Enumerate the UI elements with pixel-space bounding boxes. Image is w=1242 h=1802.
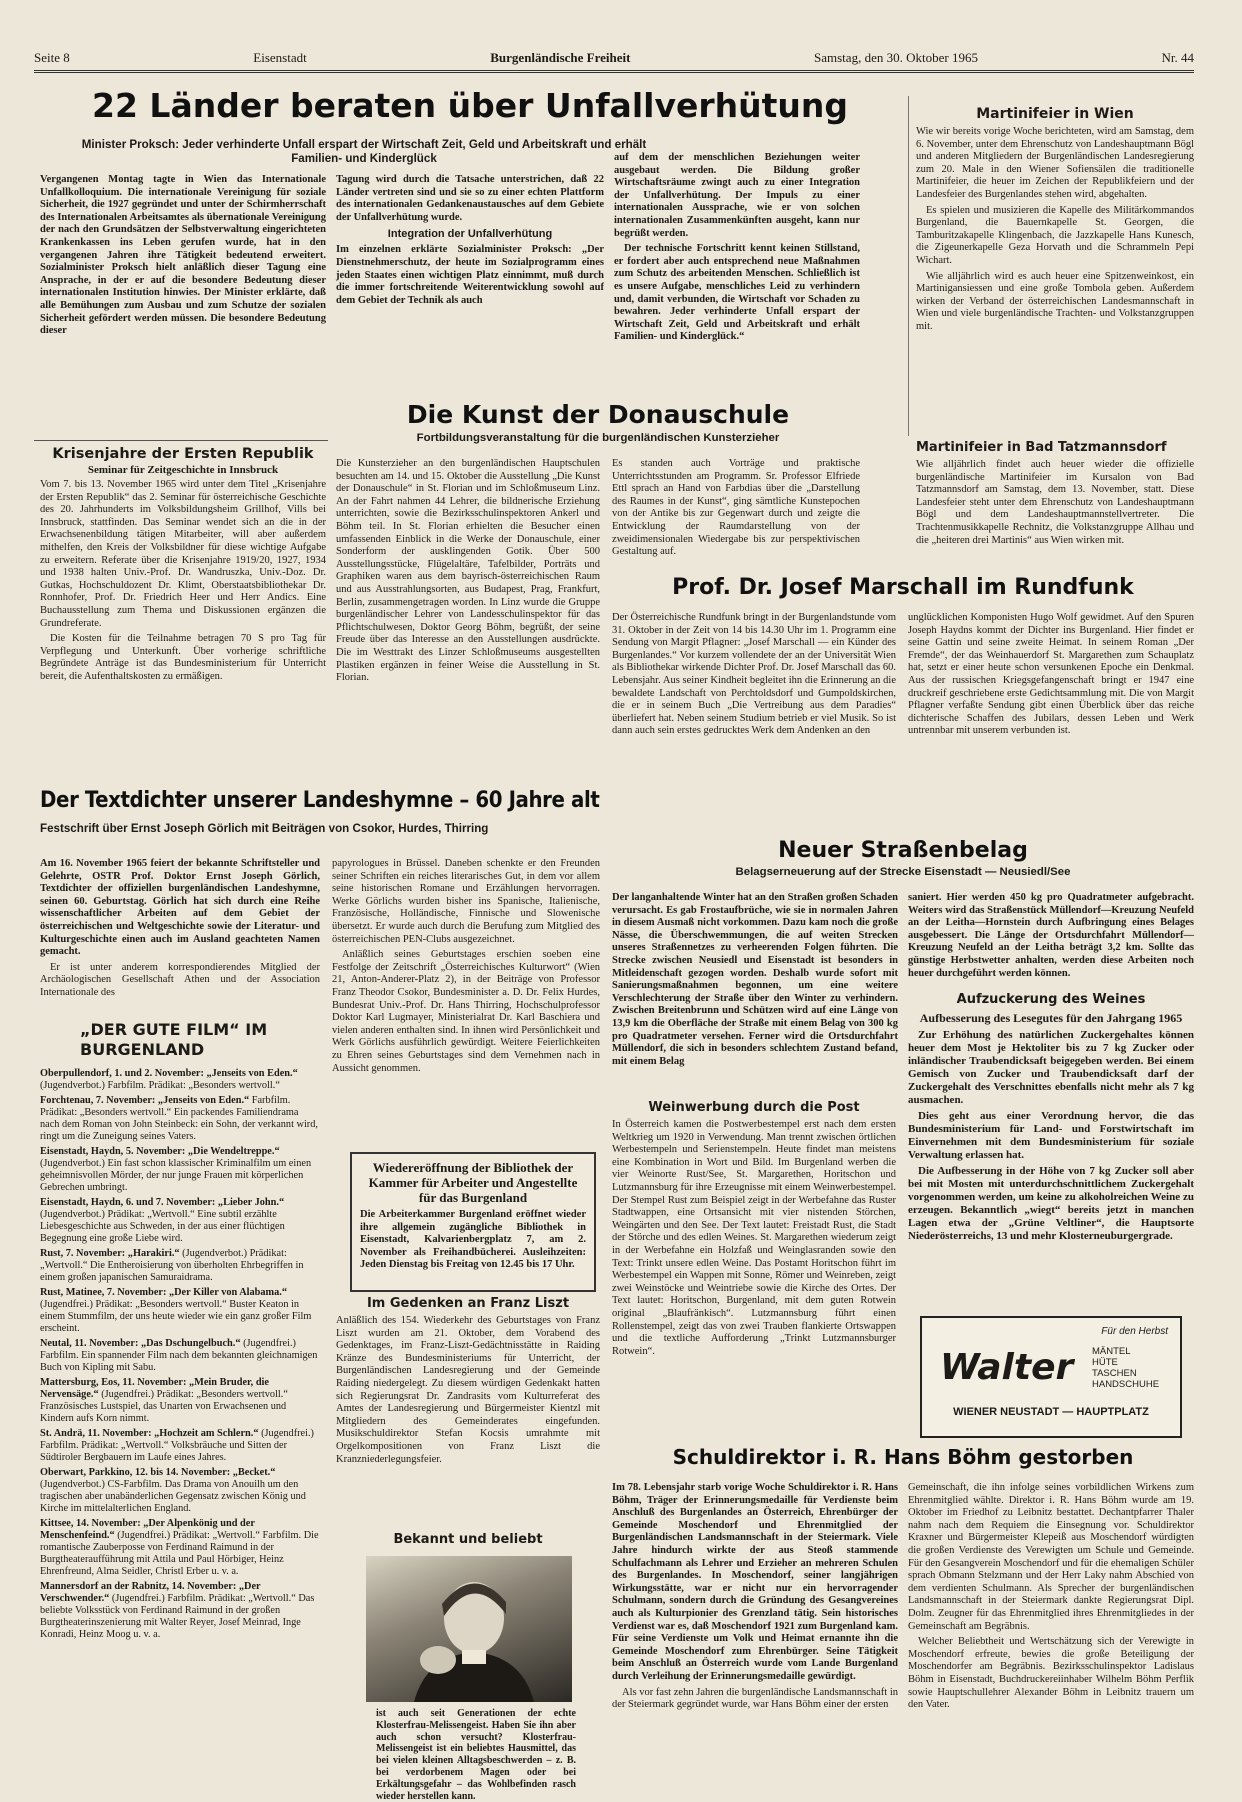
bibliothek-box bbox=[350, 1152, 596, 1292]
film-entry bbox=[40, 1518, 320, 1578]
film-entry-head: Mattersburg, Eos, 11. November: „Mein Bruder, die Nervensäge.“ bbox=[40, 1377, 269, 1400]
boehm-text-1b: Als vor fast zehn Jahren die burgenländische Landsmannschaft in der Steiermark gegründet wurde, war Hans Böhm einer der ersten bbox=[612, 1686, 898, 1711]
liszt-body: Anläßlich des 154. Wiederkehr des Geburtstages von Franz Liszt wurden am 21. Oktober, dem Vorabend des Gedenktages, im Franz-Liszt-Gedächtnisstätte in Raiding Kränze des Bundesministeriums für Unterricht, der Burgenländischen Landesregierung und der Gemeinde Raiding niedergelegt. Zu diesem würdigen Gedenkakt hatten sich Regierungsrat Dr. Zandrasits vom Kulturreferat des Amtes der Landesregierung und Bürgermeister Kientzl mit Mitgliedern des Gemeinderates eingefunden. Musikschuldirektor Stefan Kocsis umrahmte mit Orgelkompositionen von Franz Liszt die Kranzniederlegungsfeier. bbox=[336, 1315, 600, 1465]
walter-ad-tag: Für den Herbst bbox=[1101, 1326, 1168, 1337]
weinwerbung-body: In Österreich kamen die Postwerbestempel erst nach dem ersten Weltkrieg um 1920 in Verwendung. Man trennt zwischen örtlichen Werbestempeln und Serienstempeln. Heute findet man meistens eine Kombination in Wort und Bild. Im Burgenland werben die vier Weinorte Rust/See, St. Margarethen, Horitschon und Lutzmannsburg für ihre Erzeugnisse mit einem Weinwerbestempel. Der Stempel Rust zum Beispiel zeigt in der Werbefahne das Ruster Stadtwappen, eine Ortsansicht mit vier nistenden Störchen, Weingärten und den See. Der Text lautet: Freistadt Rust, die Stadt der Störche und des edlen Weines. St. Margarethen wiederum zeigt in der Werbefahne ein Holzfaß und Weinglasranden sowie den Text: Trinkt unsere edlen Weine. Das Postamt Horitschon führt im Werbestempel ein Wappen mit Sonne, Römer und Weinreben, zeigt zwei Weinstöcke und Weintriebe sowie die Kirche des Ortes. Der Text lautet: Horitschon, Burgenland, mit dem guten Rotwein original „Blaufränkisch“. Lutzmannsburg führt einen Rollenstempel, zeigt das von zwei Trauben flankierte Ortswappen und die textliche Aufforderung „Trinkt Lutzmannsburger Rotwein“. bbox=[612, 1119, 896, 1357]
film-entry bbox=[40, 1287, 320, 1335]
film-entry-body: (Jugendfrei.) Prädikat: „Wertvoll.“ Farbfilm. Die romantische Zauberposse von Ferdinand Raimund in der Burgtheateraufführung mit Attila und Paul Hörbiger, Heinz Ehrenfreund, Alma Seidler, Christl Erber u. v. a. bbox=[40, 1530, 319, 1577]
martini-wien-title: Martinifeier in Wien bbox=[976, 106, 1134, 122]
film-entry-head: Oberwart, Parkkino, 12. bis 14. November: „Becket.“ bbox=[40, 1467, 276, 1478]
donauschule-col-2 bbox=[612, 458, 860, 570]
lead-subtitle-block bbox=[74, 138, 654, 170]
krisenjahre-p1: Vom 7. bis 13. November 1965 wird unter dem Titel „Krisenjahre der Ersten Republik“ das 2. Seminar für österreichische Geschichte des 20. Jahrhunderts im Volksbildungsheim Grillhof, Vills bei Innsbruck, stattfinden. Das Seminar wendet sich an die in der Erwachsenenbildung tätigen Mitarbeiter, will aber außerdem mithelfen, den Kreis der Volksbildner für diese wichtige Aufgabe zu erweitern. Referate über die Krisenjahre 1919/20, 1927, 1934 und 1938 halten Univ.-Prof. Dr. Wandruszka, Univ.-Doz. Dr. Gutkas, Hochschuldozent Dr. Klimt, Oberstaatsbibliothekar Dr. Ronnhofer, Prof. Dr. Friedrich Heer und Herr Andics. Eine Buchausstellung zum Thema und Diskussionen ergänzen die Grundreferate. bbox=[40, 479, 326, 629]
film-entry bbox=[40, 1068, 320, 1092]
portrait-image bbox=[366, 1556, 572, 1702]
lead-text-2b: Im einzelnen erklärte Sozialminister Proksch: „Der Dienstnehmerschutz, der heute im Sozialprogramm eines jeden Staates einen wichtigen Platz einnimmt, muß durch die immer fortschreitende Weiterentwicklung sowohl auf dem Gebiet der Technik als auch bbox=[336, 244, 604, 306]
textdichter-text-1b: Er ist unter anderem korrespondierendes Mitglied der Archäologischen Gesellschaft Athen und der Association Internationale des bbox=[40, 961, 320, 998]
header-rule bbox=[34, 70, 1194, 73]
liszt-title: Im Gedenken an Franz Liszt bbox=[366, 1296, 570, 1311]
bibliothek-body: Die Arbeiterkammer Burgenland eröffnet wieder ihre allgemein zugängliche Bibliothek in Eisenstadt, Kalvarienbergplatz 7, am 2. November als Freihandbücherei. Ausleihzeiten: Jeden Dienstag bis Freitag von 12.45 bis 17 Uhr. bbox=[360, 1209, 586, 1271]
film-entry-body: (Jugendfrei.) Farbfilm. Prädikat: „Wertvoll.“ Das beliebte Volksstück von Ferdinand Raimund in der großen Burgtheaterinszenierung mit Walter Reyer, Josef Meinrad, Inge Konradi, Heinz Moog u. v. a. bbox=[40, 1593, 315, 1640]
lead-headline: 22 Länder beraten über Unfallverhütung bbox=[92, 86, 848, 125]
lead-subtitle: Minister Proksch: Jeder verhinderte Unfall erspart der Wirtschaft Zeit, Geld und Arbeitskraft und erhält Familien- und Kinderglück bbox=[81, 138, 647, 165]
header-paper-name: Burgenländische Freiheit bbox=[490, 50, 631, 65]
rule bbox=[34, 440, 328, 441]
film-entry-head: Oberpullendorf, 1. und 2. November: „Jenseits von Eden.“ bbox=[40, 1068, 298, 1079]
film-entry-head: Kittsee, 14. November: „Der Alpenkönig und der Menschenfeind.“ bbox=[40, 1518, 255, 1541]
film-entry-body: (Jugendfrei.) Farbfilm. Prädikat: „Wertvoll.“ Volksbräuche und Sitten der Südtiroler Bergbauern im Laufe eines Jahres. bbox=[40, 1428, 314, 1463]
walter-ad-name: Walter bbox=[940, 1347, 1074, 1388]
strasse-head bbox=[612, 836, 1194, 888]
textdichter-text-2: papyrologues in Brüssel. Daneben schenkte er den Freunden seiner Schriften ein reiches literarisches Gut, in dem vor allem seine historischen Romane und Erzählungen hervorragen. Werke Görlichs wurden bisher ins Spanische, Italienische, Französische, Holländische, Finnische und Slowenische übersetzt. Er wurde auch durch die Berufung zum Mitglied des österreichischen PEN-Clubs ausgezeichnet. bbox=[332, 858, 600, 945]
film-entry bbox=[40, 1146, 320, 1194]
film-entry-body: (Jugendfrei.) Prädikat: „Besonders wertvoll.“ Französisches Lustspiel, das Unarten von Erwachsenen und Kindern aufs Korn nimmt. bbox=[40, 1389, 288, 1424]
header-date: Samstag, den 30. Oktober 1965 bbox=[814, 50, 978, 65]
textdichter-head bbox=[40, 784, 600, 854]
martini-tatz-article bbox=[916, 440, 1194, 580]
film-entry-body: Farbfilm. Prädikat: „Besonders wertvoll.“ Ein packendes Familiendrama nach dem Roman von John Steinbeck: ein Sohn, der verkannt wird, ringt um die Zuneigung seines Vaters. bbox=[40, 1095, 318, 1142]
header-place: Eisenstadt bbox=[253, 50, 307, 65]
film-entry bbox=[40, 1197, 320, 1245]
textdichter-text-1: Am 16. November 1965 feiert der bekannte Schriftsteller und Gelehrte, OSTR Prof. Doktor Ernst Joseph Görlich, Textdichter der offiziellen burgenländischen Landeshymne, seinen 60. Geburtstag. Görlich hat sich durch eine Reihe wissenschaftlicher Arbeiten auf dem Gebiet der österreichischen und Weltgeschichte sowie der Literatur- und Kulturgeschichte einen auch im Ausland geachteten Namen gemacht. bbox=[40, 858, 320, 958]
strasse-text-2: saniert. Hier werden 450 kg pro Quadratmeter aufgebracht. Weiters wird das Straßenstück Müllendorf—Kreuzung Neufeld an der Leitha—Hornstein durch Aufbringung eines Belages ausgebessert. Die Länge der Ortsdurchfahrt Müllendorf—Kreuzung Neufeld an der Leitha beträgt 3,2 km. Sollte das günstige Herbstwetter anhalten, werden diese Arbeiten noch heuer durchgeführt werden können. bbox=[908, 892, 1194, 979]
donauschule-col-1 bbox=[336, 458, 600, 768]
boehm-title: Schuldirektor i. R. Hans Böhm gestorben bbox=[672, 1445, 1134, 1469]
donauschule-title: Die Kunst der Donauschule bbox=[406, 400, 790, 429]
textdichter-col-2 bbox=[332, 858, 600, 1138]
walter-ad-items bbox=[1092, 1346, 1159, 1390]
film-entry bbox=[40, 1095, 320, 1143]
film-entry-head: Forchtenau, 7. November: „Jenseits von Eden.“ bbox=[40, 1095, 250, 1106]
weinwerbung-title: Weinwerbung durch die Post bbox=[648, 1100, 860, 1115]
lead-headline-block bbox=[34, 84, 870, 136]
lead-col-1 bbox=[40, 174, 326, 436]
donauschule-text-1: Die Kunsterzieher an den burgenländischen Hauptschulen besuchten am 14. und 15. Oktober die Ausstellung „Die Kunst der Donauschule“ in St. Florian und im Schloßmuseum Linz. An der Fahrt nahmen 44 Lehrer, die bildnerische Erziehung unterrichten, sowie die Bezirksschulinspektoren Ankerl und Böhm teil. In St. Florian erhielten die Besucher einen umfassenden Einblick in die Werke der Donauschule, einer Sonderform der ausklingenden Gotik. Über 500 Ausstellungsstücke, Flügelaltäre, Tafelbilder, Porträts und Graphiken waren aus dem bayrisch-österreichischen Raum und aus Ausstrahlungsorten, aus Budapest, Prag, Frankfurt, Berlin, zusammengetragen worden. In Linz wurde die Gruppe burgenländischer Lehrer von Landesschulinspektor für das Pflichtschulwesen, Doktor Georg Böhm, begrüßt, der seine Freude über das Interesse an den Ausstellungen ausdrückte. Die im Westtrakt des Linzer Schloßmuseums ausgestellten Plastiken ergänzen in feiner Weise die Ausstellung in St. Florian. bbox=[336, 458, 600, 684]
donauschule-subtitle: Fortbildungsveranstaltung für die burgenländischen Kunsterzieher bbox=[416, 432, 780, 444]
film-entry-body: (Jugendverbot.) Farbfilm. Prädikat: „Besonders wertvoll.“ bbox=[40, 1080, 280, 1091]
strasse-title: Neuer Straßenbelag bbox=[778, 838, 1028, 863]
lead-text-2a: Tagung wird durch die Tatsache unterstrichen, daß 22 Länder vertreten sind und sie so zu einer echten Plattform des internationalen Gedankenaustausches auf dem Gebiete der Unfallverhütung wurde. bbox=[336, 174, 604, 223]
klosterfrau-photo bbox=[366, 1556, 572, 1702]
header-issue: Nr. 44 bbox=[1161, 50, 1194, 65]
page-number: Seite 8 bbox=[34, 50, 70, 65]
film-entry-head: Neutal, 11. November: „Das Dschungelbuch.“ bbox=[40, 1338, 241, 1349]
weines-title: Aufzuckerung des Weines bbox=[956, 992, 1146, 1007]
strasse-col-2 bbox=[908, 892, 1194, 988]
marschall-col-1 bbox=[612, 612, 896, 834]
marschall-text-1: Der Österreichische Rundfunk bringt in der Burgenlandstunde vom 31. Oktober in der Zeit von 14 bis 14.30 Uhr im 1. Programm eine Sendung von Margit Pflagner: „Josef Marschall — ein Künder des Burgenlandes.“ Vor kurzem vollendete der an der Universität Wien als Bibliothekar wirkende Dichter Prof. Dr. Josef Marschall das 60. Lebensjahr. Aus seiner Kindheit begleitet ihn die Erinnerung an die bewaldete Landschaft von Perchtoldsdorf und Gumpoldskirchen, die er in seinem Buch „Die Vertreibung aus dem Paradies“ überliefert hat. Neben seinem Studium betrieb er viel Musik. So ist dann auch sein erstes gedrucktes Werk dem Andenken an den bbox=[612, 612, 896, 737]
film-entry bbox=[40, 1377, 320, 1425]
textdichter-subtitle: Festschrift über Ernst Joseph Görlich mit Beiträgen von Csokor, Hurdes, Thirring bbox=[40, 822, 489, 835]
liszt-article bbox=[336, 1296, 600, 1526]
film-entry-head: St. Andrä, 11. November: „Hochzeit am Schlern.“ bbox=[40, 1428, 259, 1439]
newspaper-page bbox=[34, 36, 1212, 1802]
martini-tatz-body: Wie alljährlich findet auch heuer wieder die offizielle burgenländische Martinifeier im Kursalon von Bad Tatzmannsdorf am Samstag, dem 13. November, statt. Diese Landesfeier steht unter dem Ehrenschutz von Landeshauptmann Bögl und dem Landeshauptmannstellvertreter. Die Trachtenmusikkapelle Rechnitz, die Volkstanzgruppe Allhau und die „heiteren drei Martinis“ aus Wien wirken mit. bbox=[916, 459, 1194, 546]
boehm-head bbox=[612, 1442, 1194, 1478]
weines-article bbox=[908, 992, 1194, 1294]
lead-text-3a: auf dem der menschlichen Beziehungen weiter ausgebaut werden. Die Bildung großer Wirtschaftsräume zwingt auch zu einer Integration der Unfallverhütung. Der Impuls zu einer internationalen Aussprache, wie er von solchen internationalen Zusammenkünften ausgeht, kann nur begrüßt werden. bbox=[614, 152, 860, 239]
weines-p2: Dies geht aus einer Verordnung hervor, die das Bundesministerium für Land- und Forstwirtschaft im Einvernehmen mit dem Bundesministerium für soziale Verwaltung erlassen hat. bbox=[908, 1110, 1194, 1161]
lead-text-1: Vergangenen Montag tagte in Wien das Internationale Unfallkolloquium. Die internationale Vereinigung für soziale Sicherheit, die 1927 gegründet und unter der Schirmherrschaft des Internationalen Arbeitsamtes als übernationale Vereinigung der nach den Grundsätzen der Selbstverwaltung eingerichteten Krankenkassen ins Leben gerufen wurde, hat in den vergangenen Jahren ihre Tätigkeit bedeutend erweitert. Sozialminister Proksch hielt anläßlich dieser Tagung eine Ansprache, in der er auf die besondere Bedeutung dieser internationalen Institution hinwies. Der Minister erklärte, daß alle Bemühungen zum Ausbau und zum Schutze der sozialen Sicherheit gefördert werden müssen. Die besondere Bedeutung dieser bbox=[40, 174, 326, 337]
martini-wien-p2: Es spielen und musizieren die Kapelle des Militärkommandos Burgenland, die Bauernkapelle St. Georgen, die Tamburitzakapelle Klingenbach, die Jazzkapelle Hans Kunesch, die Zigeunerkapelle Geza Horvath und die Schrammeln Pepi Wichart. bbox=[916, 204, 1194, 266]
martini-wien-article bbox=[916, 106, 1194, 436]
film-entry bbox=[40, 1581, 320, 1641]
donauschule-head bbox=[336, 398, 860, 454]
film-entry-body: (Jugendverbot.) Ein fast schon klassischer Kriminalfilm um einen geheimnisvollen Mörder, der nur junge Frauen mit körperlichen Gebrechen umbringt. bbox=[40, 1158, 312, 1193]
walter-ad-item: HÜTE bbox=[1092, 1357, 1118, 1368]
lead-col-2 bbox=[336, 174, 604, 394]
textdichter-text-2b: Anläßlich seines Geburtstages erschien soeben eine Festfolge der Zeitschrift „Österreichisches Kulturwort“ (Wien 21, Anton-Anderer-Platz 2), in der Beiträge von Professor Franz Theodor Csokor, Bundesminister a. D. Dr. Felix Hurdes, Bundesrat Univ.-Prof. Dr. Hans Thirring, Hochschulprofessor Doktor Karl Lugmayer, Ministerialrat Dr. Karl Baschiera und vielen anderen enthalten sind. In ihnen wird Persönlichkeit und Werk Görlichs ausführlich gewürdigt. Weitere Feierlichkeiten zu Ehren seines Geburtstages sind dem Vernehmen nach in Aussicht genommen. bbox=[332, 949, 600, 1074]
marschall-title: Prof. Dr. Josef Marschall im Rundfunk bbox=[672, 575, 1134, 600]
krisenjahre-subtitle: Seminar für Zeitgeschichte in Innsbruck bbox=[87, 464, 279, 476]
krisenjahre-article bbox=[40, 446, 326, 781]
klosterfrau-caption: ist auch seit Generationen der echte Klosterfrau-Melissengeist. Haben Sie ihn aber auch schon versucht? Klosterfrau-Melissengeist ist ein beliebtes Hausmittel, das bei vielen kleinen Alltagsbeschwerden – z. B. bei verdorbenem Magen oder bei Erkältungsgefahr – das Wohlbefinden rasch wieder herstellen kann. bbox=[376, 1708, 576, 1802]
lead-subhead: Integration der Unfallverhütung bbox=[387, 228, 553, 241]
walter-ad-address: WIENER NEUSTADT — HAUPTPLATZ bbox=[953, 1406, 1149, 1418]
boehm-text-1: Im 78. Lebensjahr starb vorige Woche Schuldirektor i. R. Hans Böhm, Träger der Erinnerungsmedaille für Verdienste beim Anschluß des Burgenlandes an Österreich, Ehrenbürger der Gemeinde Moschendorf und Ehrenmitglied der Burgenländischen Landsmannschaft in der Steiermark. Viele Jahre hindurch wirkte der aus Steoß stammende Schulfachmann als Lehrer und Erzieher an mehreren Schulen des Burgenlandes. In Moschendorf, seiner langjährigen Wirkungsstätte, war er nicht nur ein hervorragender Schulmann, sondern durch die Gründung des Gesangvereines auch als Kulturpionier des Grenzland tätig. Sein historisches Verdienst war es, daß Moschendorf 1921 zum Burgenland kam. Für seine Verdienste um Volk und Heimat ernannte ihn die Gemeinde Moschendorf zum Ehrenbürger. Seine Tätigkeit beim Anschluß an Österreich wurde vom Lande Burgenland durch Verleihung der Erinnerungsmedaille gewürdigt. bbox=[612, 1482, 898, 1682]
film-entries bbox=[40, 1068, 320, 1641]
boehm-col-2 bbox=[908, 1482, 1194, 1786]
weinwerbung-article bbox=[612, 1100, 896, 1490]
boehm-text-2: Gemeinschaft, die ihn infolge seines vorbildlichen Wirkens zum Ehrenmitglied wählte. Direktor i. R. Hans Böhm wurde am 19. Oktober im Friedhof zu Leibnitz bestattet. Dechantpfarrer Thaler nahm nach dem Requiem die Einsegnung vor. Schuldirektor Kraxner und Bürgermeister Klepeiß aus Moschendorf würdigten die großen Verdienste des Verewigten um Schule und Gemeinde. Für den Gesangverein Moschendorf und für die ehemaligen Schüler sprach Obmann Stelzmann und der Herr Laky nahm Abschied von dem verdienten Schulmann. Als Sprecher der burgenländischen Landsmannschaft in der Steiermark dankte Regierungsrat Dipl. Dolm. Zeugner für das Ehrenmitglied ihres Ehrenmitgliedes in der Gemeinschaft am Begräbnis. bbox=[908, 1482, 1194, 1632]
weines-p1: Zur Erhöhung des natürlichen Zuckergehaltes können heuer dem Most je Hektoliter bis zu 7 kg Zucker oder inländischer Traubendicksaft beigegeben werden. Bei einem Gemisch von Zucker und Traubendicksaft darf der Zuckergehalt des Verschnittes ebenfalls nicht mehr als 7 kg ausmachen. bbox=[908, 1029, 1194, 1106]
film-entry bbox=[40, 1428, 320, 1464]
column-divider bbox=[908, 96, 909, 436]
walter-ad-item: HANDSCHUHE bbox=[1092, 1379, 1160, 1390]
krisenjahre-title: Krisenjahre der Ersten Republik bbox=[52, 446, 314, 462]
walter-ad-item: TASCHEN bbox=[1092, 1368, 1137, 1379]
film-entry bbox=[40, 1467, 320, 1515]
film-entry-body: (Jugendverbot.) CS-Farbfilm. Das Drama von Anouilh um den tragischen aber unabänderlichen Gegensatz zwischen König und Kirche im mittelalterlichen England. bbox=[40, 1479, 306, 1514]
weines-p3: Die Aufbesserung in der Höhe von 7 kg Zucker soll aber bei mit Mosten mit unterdurchschnittlichem Zuckergehalt vorgenommen werden, um keine zu alkoholreichen Weine zu erzeugen. Bekanntlich „wiegt“ bereits jetzt in manchen Lagen etwa der „Grüne Veltliner“, die Hauptsorte Niederösterreichs, 13 und mehr Klosterneuburgergrade. bbox=[908, 1165, 1194, 1242]
lead-col-3 bbox=[614, 152, 860, 396]
marschall-head bbox=[612, 572, 1194, 608]
film-title: „DER GUTE FILM“ IM BURGENLAND bbox=[80, 1020, 268, 1059]
boehm-text-2b: Welcher Beliebtheit und Wertschätzung sich der Verewigte in Moschendorf erfreute, bewies die große Beteiligung der Moschendorfer am Begräbnis. Bezirksschulinspektor Ladislaus Böhm in Eisenstadt, Buchdruckereiinhaber Wilhelm Böhm Perflik sowie Hauptschullehrer Alexander Böhm in Leibnitz trauern um den Vater. bbox=[908, 1636, 1194, 1711]
boehm-col-1 bbox=[612, 1482, 898, 1786]
film-entry-body: (Jugendfrei.) Farbfilm. Ein spannender Film nach dem bekannten gleichnamigen Buch von Kipling mit Sabu. bbox=[40, 1338, 318, 1373]
film-entry-head: Rust, 7. November: „Harakiri.“ bbox=[40, 1248, 180, 1259]
bibliothek-title: Wiedereröffnung der Bibliothek der Kammer für Arbeiter und Angestellte für das Burgenland bbox=[368, 1160, 578, 1205]
marschall-col-2 bbox=[908, 612, 1194, 834]
strasse-subtitle: Belagserneuerung auf der Strecke Eisenstadt — Neusiedl/See bbox=[735, 866, 1071, 878]
klosterfrau-ad bbox=[336, 1532, 600, 1802]
martini-wien-p1: Wie wir bereits vorige Woche berichteten, wird am Samstag, dem 6. November, unter dem Ehrenschutz von Landeshauptmann Bögl und anderen Mitgliedern der Burgenländischen Landesregierung zum 20. Male in den Wiener Sofiensälen die traditionelle Martinifeier, die heuer im Zeichen der Republikfeiern und der Landesfeier des Burgenlandes stehen wird, abgehalten. bbox=[916, 126, 1194, 200]
walter-ad-item: MÄNTEL bbox=[1092, 1346, 1131, 1357]
film-entry-head: Eisenstadt, Haydn, 5. November: „Die Wendeltreppe.“ bbox=[40, 1146, 280, 1157]
klosterfrau-title: Bekannt und beliebt bbox=[393, 1532, 543, 1547]
film-entry-head: Mannersdorf an der Rabnitz, 14. November: „Der Verschwender.“ bbox=[40, 1581, 261, 1604]
page-header bbox=[34, 36, 1194, 66]
weines-subtitle: Aufbesserung des Lesegutes für den Jahrgang 1965 bbox=[919, 1011, 1183, 1025]
strasse-col-1 bbox=[612, 892, 898, 1084]
film-entry bbox=[40, 1248, 320, 1284]
marschall-text-2: unglücklichen Komponisten Hugo Wolf gewidmet. Auf den Spuren Joseph Haydns kommt der Dichter ins Burgenland. Hier findet er seine Gattin und seine zweite Heimat. In seinem Roman „Der Fremde“, der das Weinhauerdorf St. Margarethen zum Schauplatz hat, setzt er einer heute schon versunkenen Epoche ein Denkmal. Aus der russischen Kriegsgefangenschaft bringt er 1947 eine druckreif geschriebene erste Gedichtsammlung mit. Die von Margit Pflagner verfaßte Sendung gibt einen Überblick über das reiche dichterische Schaffen des Jubilars, dessen Leben und Werk untrennbar mit unserem verbunden ist. bbox=[908, 612, 1194, 737]
film-entry-body: (Jugendfrei.) Prädikat: „Besonders wertvoll.“ Buster Keaton in einem Stummfilm, der uns heute wieder wie ein ganz großer Film erscheint. bbox=[40, 1299, 312, 1334]
donauschule-text-2: Es standen auch Vorträge und praktische Unterrichtsstunden am Programm. Sr. Professor Elfriede Ettl sprach an Hand von Farbdias über die „Darstellung des Raumes in der Kunst“, ging sämtliche Kunstepochen von der Antike bis zur Gegenwart durch und zeigte die Entwicklung der Raumdarstellung von der zweidimensionalen Wiedergabe bis zur perspektivischen Gestaltung auf. bbox=[612, 458, 860, 558]
martini-wien-p3: Wie alljährlich wird es auch heuer eine Spitzenweinkost, ein Martinigansiessen und eine große Tombola geben. Außerdem wirken der Verband der österreichischen Landesmannschaft in Wien und viele burgenländische Trachten- und Volkstanzgruppen mit. bbox=[916, 270, 1194, 332]
film-entry-head: Rust, Matinee, 7. November: „Der Killer von Alabama.“ bbox=[40, 1287, 287, 1298]
lead-text-3b: Der technische Fortschritt kennt keinen Stillstand, er fordert aber auch entsprechend neue Maßnahmen zum Schutz des arbeitenden Menschen. Schließlich ist es unsere Aufgabe, menschliches Leid zu verhindern und, damit verbunden, die Wirtschaft vor Schaden zu bewahren. Jeder verhinderte Unfall erspart der Wirtschaft Zeit, Geld und Arbeitskraft und erhält Familien- und Kinderglück.“ bbox=[614, 243, 860, 343]
strasse-text-1: Der langanhaltende Winter hat an den Straßen großen Schaden verursacht. Es gab Frostaufbrüche, wie sie in normalen Jahren in diesem Ausmaß nicht vorkommen. Dazu kam noch die große Nässe, die Überschwemmungen, die auf weiten Strecken unseres Straßennetzes zu verheerenden Folgen führten. Die Strecke zwischen Neusiedl und Eisenstadt ist besonders in Mitleidenschaft gezogen worden. Deshalb wurde sofort mit Sanierungsmaßnahmen begonnen, um eine weitere Verschlechterung der Straße über den Winter zu verhindern. Zwischen Breitenbrunn und Schützen wird auf eine Länge von 13,9 km die Oberfläche der Straße mit einem Belag von 300 kg pro Quadratmeter versehen. Ferner wird die Ortsdurchfahrt Müllendorf, die sich in besonders schlechtem Zustand befand, mit einem Belag bbox=[612, 892, 898, 1067]
textdichter-col-1 bbox=[40, 858, 320, 1008]
film-entry-body: (Jugendverbot.) Prädikat: „Wertvoll.“ Die Entheroisierung von überholten Ehrbegriffen in einem großen japanischen Samuraidrama. bbox=[40, 1248, 304, 1283]
film-entry-head: Eisenstadt, Haydn, 6. und 7. November: „Lieber John.“ bbox=[40, 1197, 285, 1208]
martini-tatz-title: Martinifeier in Bad Tatzmannsdorf bbox=[916, 440, 1167, 455]
film-listing bbox=[40, 1020, 320, 1786]
film-entry-body: (Jugendverbot.) Prädikat: „Wertvoll.“ Eine subtil erzählte Liebesgeschichte aus Schweden, in der aus einer flüchtigen Begegnung eine große Liebe wird. bbox=[40, 1209, 285, 1244]
textdichter-title: Der Textdichter unserer Landeshymne – 60 Jahre alt bbox=[40, 788, 600, 813]
film-entry bbox=[40, 1338, 320, 1374]
krisenjahre-p2: Die Kosten für die Teilnahme betragen 70 S pro Tag für Verpflegung und Unterkunft. Über vorherige schriftliche Begründete Anträge ist das Bundesministerium für Unterricht bereit, die Aufenthaltskosten zu ermäßigen. bbox=[40, 633, 326, 682]
walter-ad bbox=[920, 1316, 1182, 1438]
